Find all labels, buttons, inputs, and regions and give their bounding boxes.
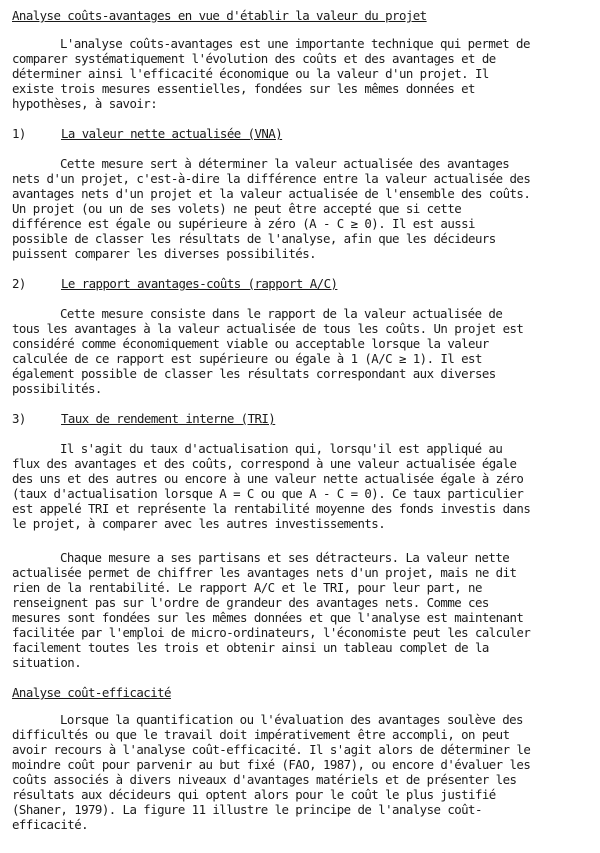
section-heading-rapport-ac xyxy=(12,276,590,291)
section-title: La valeur nette actualisée (VNA) xyxy=(61,126,283,141)
section-paragraph-rapport-ac: Cette mesure consiste dans le rapport de la valeur actualisée de tous les avantages à la valeur actualisée de tous les coûts. Un projet est considéré comme économiquement viable ou acceptable lorsque la valeur calculée de ce rapport est supérieure ou égale à 1 (A/C ≥ 1). Il est également possible de classer les résultats correspondant aux diverses possibilités. xyxy=(12,306,524,396)
section-number: 3) xyxy=(12,411,26,426)
summary-paragraph: Chaque mesure a ses partisans et ses détracteurs. La valeur nette actualisée permet de chiffrer les avantages nets d'un projet, mais ne dit rien de la rentabilité. Le rapport A/C et le TRI, pour leur part, ne renseignent pas sur l'ordre de grandeur des avantages nets. Comme ces mesures sont fondées sur les mêmes données et que l'analyse est maintenant facilitée par l'emploi de micro-ordinateurs, l'économiste peut les calculer facilement toutes les trois et obtenir ainsi un tableau complet de la situation. xyxy=(12,550,531,670)
intro-paragraph: L'analyse coûts-avantages est une importante technique qui permet de comparer systématiquement l'évolution des coûts et des avantages et de déterminer ainsi l'efficacité économique ou la valeur d'un projet. Il existe trois mesures essentielles, fondées sur les mêmes données et hypothèses, à savoir: xyxy=(12,36,530,111)
closing-paragraph: Lorsque la quantification ou l'évaluation des avantages soulève des difficultés ou que le travail doit impérativement être accompli, on peut avoir recours à l'analyse coût-efficacité. Il s'agit alors de déterminer le moindre coût pour parvenir au but fixé (FAO, 1987), ou encore d'évaluer les coûts associés à divers niveaux d'avantages matériels et de présenter les résultats aux décideurs qui optent alors pour le coût le plus justifié (Shaner, 1979). La figure 11 illustre le principe de l'analyse coût- efficacité. xyxy=(12,712,531,832)
section-paragraph-tri: Il s'agit du taux d'actualisation qui, lorsqu'il est appliqué au flux des avantages et des coûts, correspond à une valeur actualisée égale des uns et des autres ou encore à une valeur nette actualisée égale à zéro (taux d'actualisation lorsque A = C ou que A - C = 0). Ce taux particulier est appelé TRI et représente la rentabilité moyenne des fonds investis dans le projet, à comparer avec les autres investissements. xyxy=(12,441,531,531)
page-title: Analyse coûts-avantages en vue d'établir la valeur du projet xyxy=(12,8,427,23)
section-paragraph-vna: Cette mesure sert à déterminer la valeur actualisée des avantages nets d'un projet, c'est-à-dire la différence entre la valeur actualisée des avantages nets d'un projet et la valeur actualisée de l'ensemble des coûts. Un projet (ou un de ses volets) ne peut être accepté que si cette différence est égale ou supérieure à zéro (A - C ≥ 0). Il est aussi possible de classer les résultats de l'analyse, afin que les décideurs puissent comparer les diverses possibilités. xyxy=(12,156,531,261)
subsection-title: Analyse coût-efficacité xyxy=(12,685,171,700)
section-number: 1) xyxy=(12,126,26,141)
section-heading-vna xyxy=(12,126,590,141)
section-title: Le rapport avantages-coûts (rapport A/C) xyxy=(61,276,338,291)
section-heading-tri xyxy=(12,411,590,426)
section-title: Taux de rendement interne (TRI) xyxy=(61,411,276,426)
section-number: 2) xyxy=(12,276,26,291)
